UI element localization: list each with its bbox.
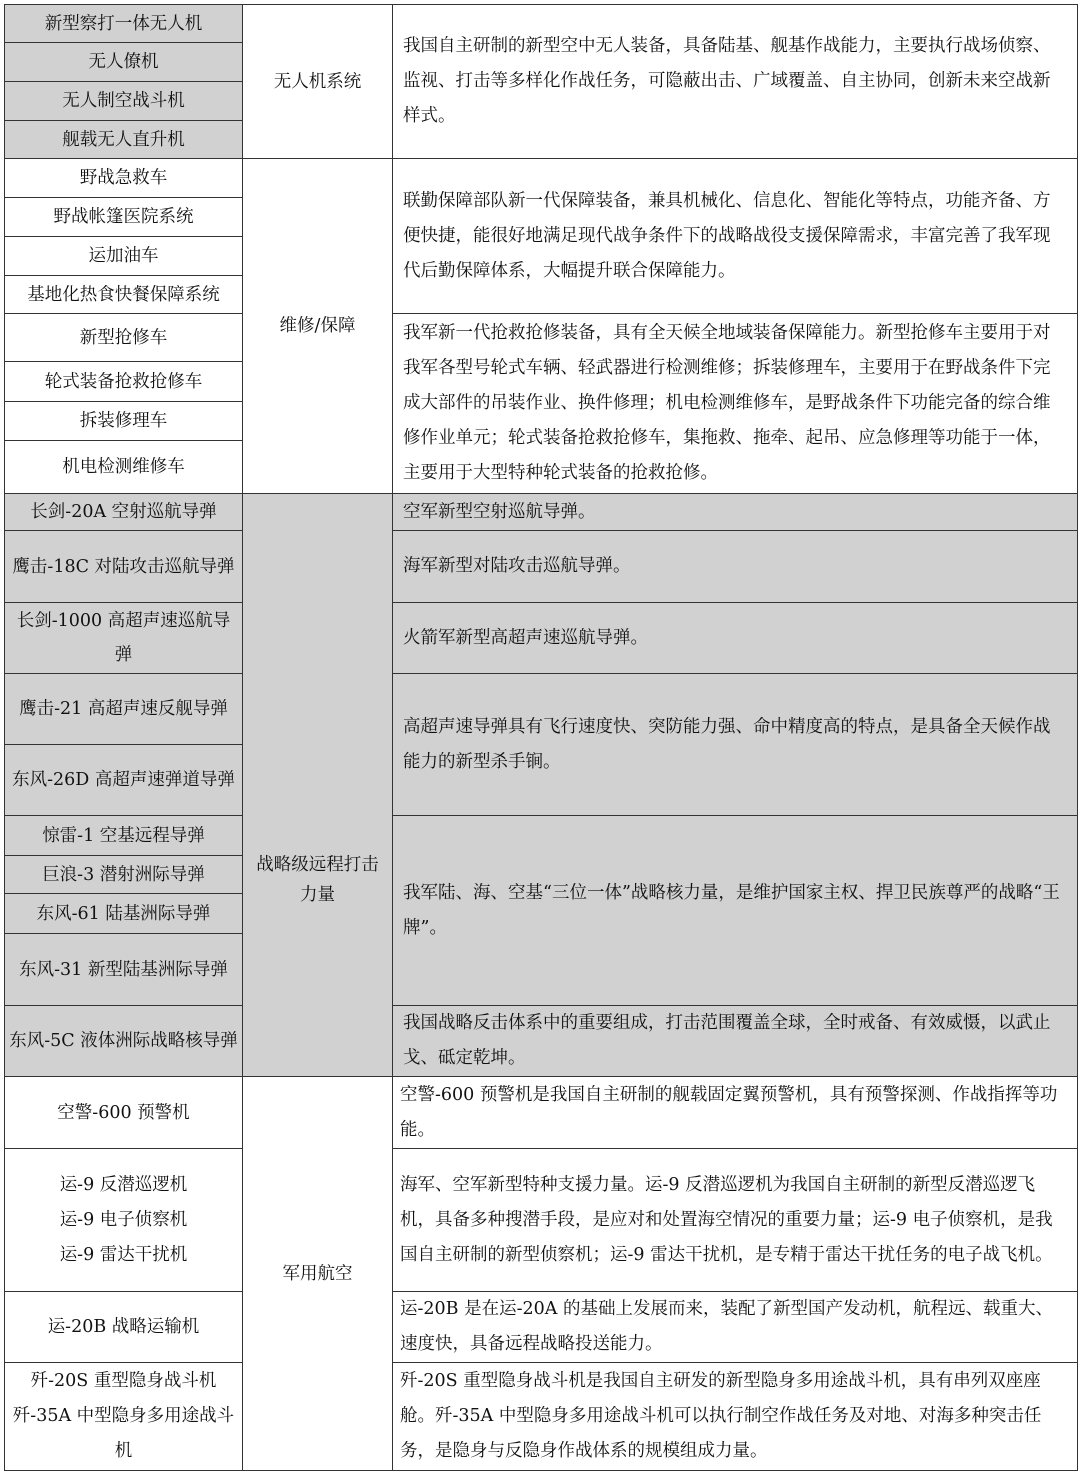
description-strike-2: 海军新型对陆攻击巡航导弹。 [393, 531, 1078, 603]
equipment-cell [5, 1363, 243, 1471]
equipment-cell: 长剑-1000 高超声速巡航导弹 [5, 603, 243, 674]
description-support-1: 联勤保障部队新一代保障装备，兼具机械化、信息化、智能化等特点，功能齐备、方便快捷，能很好地满足现代战争条件下的战略战役支援保障需求，丰富完善了我军现代后勤保障体系，大幅提升联合保障能力。 [393, 159, 1078, 314]
equipment-cell: 轮式装备抢救抢修车 [5, 362, 243, 402]
equipment-cell: 东风-26D 高超声速弹道导弹 [5, 745, 243, 816]
equipment-cell: 野战帐篷医院系统 [5, 198, 243, 237]
equipment-line: 歼-35A 中型隐身多用途战斗机 [12, 1406, 235, 1461]
equipment-cell: 新型察打一体无人机 [5, 5, 243, 43]
equipment-cell: 长剑-20A 空射巡航导弹 [5, 494, 243, 531]
equipment-cell: 惊雷-1 空基远程导弹 [5, 816, 243, 856]
category-support: 维修/保障 [243, 159, 393, 494]
description-strike-6: 我国战略反击体系中的重要组成，打击范围覆盖全球，全时戒备、有效威慑，以武止戈、砥定乾坤。 [393, 1006, 1078, 1077]
equipment-cell: 无人制空战斗机 [5, 82, 243, 121]
category-aviation: 军用航空 [243, 1077, 393, 1471]
category-uav: 无人机系统 [243, 5, 393, 159]
equipment-cell: 机电检测维修车 [5, 441, 243, 494]
equipment-cell [5, 1149, 243, 1292]
equipment-cell: 无人僚机 [5, 43, 243, 82]
description-uav: 我国自主研制的新型空中无人装备，具备陆基、舰基作战能力，主要执行战场侦察、监视、打击等多样化作战任务，可隐蔽出击、广域覆盖、自主协同，创新未来空战新样式。 [393, 5, 1078, 159]
equipment-cell: 鹰击-18C 对陆攻击巡航导弹 [5, 531, 243, 603]
equipment-cell: 新型抢修车 [5, 314, 243, 362]
description-aviation-1: 空警-600 预警机是我国自主研制的舰载固定翼预警机，具有预警探测、作战指挥等功能。 [393, 1077, 1078, 1149]
equipment-cell: 运-20B 战略运输机 [5, 1292, 243, 1363]
equipment-line: 歼-20S 重型隐身战斗机 [30, 1371, 217, 1391]
description-support-2: 我军新一代抢救抢修装备，具有全天候全地域装备保障能力。新型抢修车主要用于对我军各型号轮式车辆、轻武器进行检测维修；拆装修理车，主要用于在野战条件下完成大部件的吊装作业、换件修理；机电检测维修车，是野战条件下功能完备的综合维修作业单元；轮式装备抢救抢修车，集拖救、拖牵、起吊、应急修理等功能于一体，主要用于大型特种轮式装备的抢救抢修。 [393, 314, 1078, 494]
equipment-cell: 舰载无人直升机 [5, 121, 243, 159]
equipment-table [4, 4, 1078, 1471]
equipment-cell: 东风-31 新型陆基洲际导弹 [5, 934, 243, 1006]
equipment-line: 运-9 反潜巡逻机 [59, 1174, 188, 1195]
description-strike-5: 我军陆、海、空基“三位一体”战略核力量，是维护国家主权、捍卫民族尊严的战略“王牌”。 [393, 816, 1078, 1006]
equipment-cell: 东风-5C 液体洲际战略核导弹 [5, 1006, 243, 1077]
description-aviation-4: 歼-20S 重型隐身战斗机是我国自主研发的新型隐身多用途战斗机，具有串列双座座舱。歼-35A 中型隐身多用途战斗机可以执行制空作战任务及对地、对海多种突击任务，是隐身与反隐身作战体系的规模组成力量。 [393, 1363, 1078, 1471]
equipment-cell: 拆装修理车 [5, 402, 243, 441]
description-aviation-2: 海军、空军新型特种支援力量。运-9 反潜巡逻机为我国自主研制的新型反潜巡逻飞机，具备多种搜潜手段，是应对和处置海空情况的重要力量；运-9 电子侦察机，是我国自主研制的新型侦察机；运-9 雷达干扰机，是专精于雷达干扰任务的电子战飞机。 [393, 1149, 1078, 1292]
equipment-cell: 巨浪-3 潜射洲际导弹 [5, 856, 243, 894]
equipment-cell: 基地化热食快餐保障系统 [5, 276, 243, 314]
equipment-line: 运-9 雷达干扰机 [59, 1244, 188, 1265]
description-aviation-3: 运-20B 是在运-20A 的基础上发展而来，装配了新型国产发动机，航程远、载重大、速度快，具备远程战略投送能力。 [393, 1292, 1078, 1363]
equipment-cell: 东风-61 陆基洲际导弹 [5, 894, 243, 934]
equipment-cell: 运加油车 [5, 237, 243, 276]
category-strike: 战略级远程打击力量 [243, 494, 393, 1077]
equipment-cell: 鹰击-21 高超声速反舰导弹 [5, 674, 243, 745]
equipment-cell: 野战急救车 [5, 159, 243, 198]
equipment-cell: 空警-600 预警机 [5, 1077, 243, 1149]
description-strike-1: 空军新型空射巡航导弹。 [393, 494, 1078, 531]
equipment-line: 运-9 电子侦察机 [59, 1209, 188, 1230]
description-strike-3: 火箭军新型高超声速巡航导弹。 [393, 603, 1078, 674]
description-strike-4: 高超声速导弹具有飞行速度快、突防能力强、命中精度高的特点，是具备全天候作战能力的新型杀手锏。 [393, 674, 1078, 816]
